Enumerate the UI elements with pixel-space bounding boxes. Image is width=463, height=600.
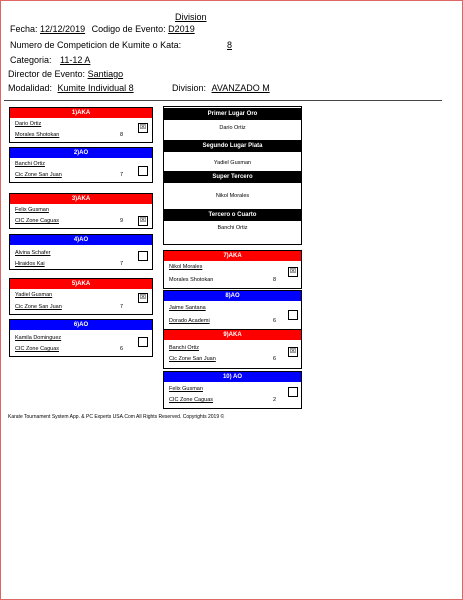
bout-score: 6 [273,356,277,362]
competitor-name: Nikol Morales [169,264,203,270]
competitor-name: Kamila Dominguez [15,335,62,341]
third-fourth-name: Banchi Ortiz [217,225,248,231]
bout-title-bar: 6)AO [10,320,152,330]
categoria-row [10,55,90,65]
competitor-school: Cic Zone San Juan [169,356,216,362]
competitor-name: Dario Ortiz [15,121,42,127]
bout-score: 7 [120,304,124,310]
numero-value: 8 [227,40,233,50]
director-row [8,69,123,79]
director-value: Santiago [87,69,124,79]
division-value: AVANZADO M [211,83,270,93]
second-place-heading: Segundo Lugar Plata [164,140,301,152]
bout-box-7 [163,250,302,289]
winner-checkbox[interactable] [288,310,298,320]
numero-label: Numero de Competicion de Kumite o Kata: [10,40,182,50]
bout-score: 8 [273,277,277,283]
competitor-school: Cic Zone San Juan [15,172,62,178]
competitor-school: Morales Shotokan [15,132,60,138]
winner-checkbox[interactable] [288,387,298,397]
director-label: Director de Evento: [8,69,86,79]
categoria-label: Categoria: [10,55,52,65]
winner-checkbox[interactable]: ☒ [139,124,147,131]
competitor-school: Dorado Academi [169,318,210,324]
codigo-label: Codigo de Evento: [91,24,166,34]
codigo-value: D2019 [168,24,195,34]
modalidad-label: Modalidad: [8,83,53,93]
competitor-school: Cic Zone San Juan [15,304,62,310]
fecha-row [10,24,195,34]
bout-score: 9 [120,218,124,224]
division-row [172,83,270,93]
winner-checkbox[interactable]: ☒ [289,268,297,275]
header-divider [4,100,442,101]
winner-checkbox[interactable] [138,337,148,347]
second-place-name: Yadiel Gusman [213,160,252,166]
bout-title-bar: 2)AO [10,148,152,158]
bout-score: 2 [273,397,277,403]
competitor-name: Banchi Ortiz [15,161,45,167]
bout-score: 6 [273,318,277,324]
bout-box-6 [9,319,153,357]
bout-box-9 [163,329,302,369]
division-title: Division [175,12,207,22]
super-third-heading: Super Tercero [164,171,301,183]
bout-box-5 [9,278,153,315]
bout-score: 7 [120,172,124,178]
bout-box-10 [163,371,302,409]
competitor-name: Yadiel Gusman [15,292,53,298]
bout-title-bar: 7)AKA [164,251,301,261]
bout-title-bar: 8)AO [164,291,301,301]
third-fourth-heading: Tercero o Cuarto [164,209,301,221]
bout-box-2 [9,147,153,183]
fecha-label: Fecha: [10,24,38,34]
winner-checkbox[interactable]: ☒ [139,294,147,301]
first-place-name: Dario Ortiz [219,125,246,131]
first-place-heading: Primer Lugar Oro [164,108,301,120]
winner-checkbox[interactable]: ☒ [139,217,147,224]
bout-score: 7 [120,261,124,267]
bout-score: 8 [120,132,124,138]
competitor-name: Banchi Ortiz [169,345,199,351]
division-label: Division: [172,83,207,93]
bout-title-bar: 10) AO [164,372,301,382]
bout-box-8 [163,290,302,330]
competitor-school: Hiraidos Kai [15,261,45,267]
competitor-name: Jaime Santana [169,305,206,311]
competitor-school: Morales Shotokan [169,277,214,283]
competitor-school: CIC Zone Caguas [15,218,60,224]
competitor-school: CIC Zone Caguas [169,397,214,403]
results-panel [163,106,302,245]
bout-score: 6 [120,346,124,352]
bout-title-bar: 9)AKA [164,330,301,340]
fecha-value: 12/12/2019 [40,24,86,34]
winner-checkbox[interactable]: ☒ [289,348,297,355]
bout-title-bar: 3)AKA [10,194,152,204]
copyright-footer: Karate Tournament System App. & PC Experts USA.Com All Rights Reserved. Copyrights 2019 © [8,414,225,420]
winner-checkbox[interactable] [138,166,148,176]
modalidad-value: Kumite Individual 8 [57,83,134,93]
competitor-name: Felix Gusman [169,386,203,392]
competitor-school: CIC Zone Caguas [15,346,60,352]
bout-box-3 [9,193,153,229]
bout-title-bar: 5)AKA [10,279,152,289]
bout-title-bar: 4)AO [10,235,152,245]
bout-box-1 [9,107,153,143]
bout-title-bar: 1)AKA [10,108,152,118]
winner-checkbox[interactable] [138,251,148,261]
bout-box-4 [9,234,153,270]
competitor-name: Felix Gusman [15,207,49,213]
categoria-value: 11-12 A [60,55,91,65]
competitor-name: Alvina Schafer [15,250,51,256]
modalidad-row [8,83,134,93]
super-third-name: Nikol Morales [215,193,250,199]
